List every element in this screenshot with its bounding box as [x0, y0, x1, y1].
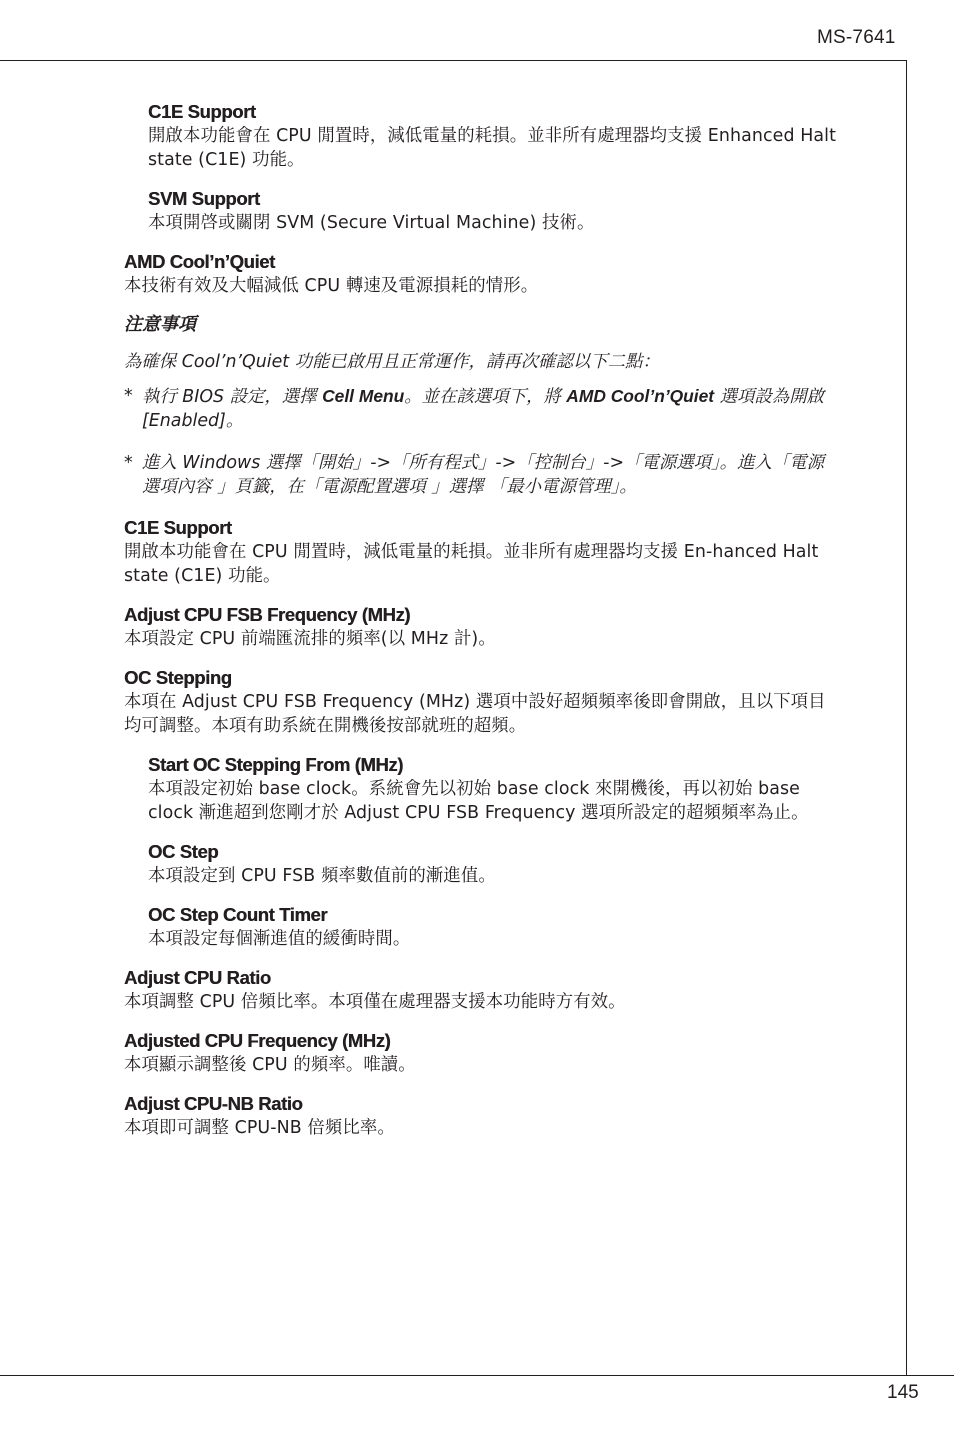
section-title: Adjusted CPU Frequency (MHz) — [124, 1030, 391, 1051]
section-c1e-support-sub — [124, 99, 836, 172]
bullet-asterisk: * — [124, 453, 133, 473]
section-adjust-cpu-ratio — [124, 965, 836, 1014]
section-text: 本項在 Adjust CPU FSB Frequency (MHz) 選項中設好超頻頻率後即會開啟，且以下項目均可調整。本項有助系統在開機後按部就班的超頻。 — [124, 692, 826, 736]
section-title: OC Stepping — [124, 667, 232, 688]
note-bullet-option: AMD Cool’n’Quiet — [566, 386, 715, 406]
section-oc-stepping — [124, 665, 836, 738]
note-bullet-text: 選項設為開啟 [Enabled]。 — [142, 387, 824, 431]
section-adjusted-cpu-frequency — [124, 1028, 836, 1077]
model-number: MS-7641 — [817, 27, 896, 48]
section-text: 本項設定每個漸進值的緩衝時間。 — [148, 929, 411, 949]
section-text: 本項設定 CPU 前端匯流排的頻率(以 MHz 計)。 — [124, 629, 496, 649]
section-title: OC Step — [148, 841, 219, 862]
section-title: C1E Support — [148, 101, 256, 122]
section-title: SVM Support — [148, 188, 260, 209]
section-text: 本項設定初始 base clock。系統會先以初始 base clock 來開機後，再以初始 base clock 漸進超到您剛才於 Adjust CPU FSB Frequency 選項所設定的超頻頻率為止。 — [148, 779, 809, 823]
section-title: Adjust CPU FSB Frequency (MHz) — [124, 604, 411, 625]
section-adjust-cpu-nb-ratio — [124, 1091, 836, 1140]
section-c1e-support — [124, 515, 836, 588]
section-cool-n-quiet — [124, 249, 836, 298]
section-title: AMD Cool’n’Quiet — [124, 251, 275, 272]
section-title: OC Step Count Timer — [148, 904, 328, 925]
note-bullet-text: 進入 Windows 選擇「開始」->「所有程式」->「控制台」->「電源選項」。進入「電源選項內容 」頁籤，在「電源配置選項 」選擇 「最小電源管理」。 — [142, 453, 825, 497]
section-title: Adjust CPU Ratio — [124, 967, 271, 988]
section-text: 本項調整 CPU 倍頻比率。本項僅在處理器支援本功能時方有效。 — [124, 992, 626, 1012]
bullet-asterisk: * — [124, 386, 133, 406]
section-text: 本項即可調整 CPU-NB 倍頻比率。 — [124, 1118, 395, 1138]
note-bullet-text: 執行 BIOS 設定，選擇 — [142, 387, 323, 407]
note-title: 注意事項 — [124, 314, 196, 335]
section-text: 本項設定到 CPU FSB 頻率數值前的漸進值。 — [148, 866, 496, 886]
section-oc-step-count-timer — [124, 902, 836, 951]
right-margin-rule — [906, 60, 907, 1376]
section-text: 本項開啓或關閉 SVM (Secure Virtual Machine) 技術。 — [148, 213, 595, 233]
footer-rule — [0, 1375, 954, 1376]
section-text: 開啟本功能會在 CPU 閒置時，減低電量的耗損。並非所有處理器均支援 En-hanced Halt state (C1E) 功能。 — [124, 542, 819, 586]
note-bullet-bios — [124, 384, 836, 433]
section-adjust-cpu-fsb — [124, 602, 836, 651]
section-text: 開啟本功能會在 CPU 閒置時，減低電量的耗損。並非所有處理器均支援 Enhanced Halt state (C1E) 功能。 — [148, 126, 836, 170]
important-note — [124, 312, 836, 499]
note-intro: 為確保 Cool’n’Quiet 功能已啟用且正常運作，請再次確認以下二點： — [124, 352, 660, 372]
section-text: 本項顯示調整後 CPU 的頻率。唯讀。 — [124, 1055, 416, 1075]
section-title: Adjust CPU-NB Ratio — [124, 1093, 303, 1114]
section-title: C1E Support — [124, 517, 232, 538]
section-oc-step — [124, 839, 836, 888]
section-title: Start OC Stepping From (MHz) — [148, 754, 403, 775]
section-svm-support — [124, 186, 836, 235]
note-bullet-menu: Cell Menu — [322, 386, 405, 406]
page-number: 145 — [887, 1382, 919, 1403]
header-rule — [0, 60, 907, 61]
section-text: 本技術有效及大幅減低 CPU 轉速及電源損耗的情形。 — [124, 276, 539, 296]
note-bullet-windows — [124, 451, 836, 499]
section-start-oc-stepping — [124, 752, 836, 825]
note-bullet-text: 。並在該選項下，將 — [404, 387, 567, 407]
manual-content — [124, 99, 836, 1154]
